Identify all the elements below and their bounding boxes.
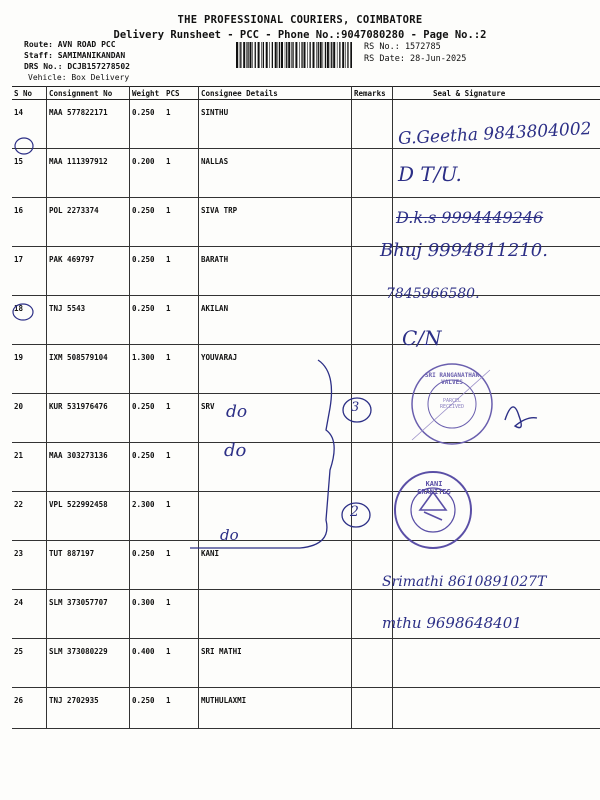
company-title: THE PROFESSIONAL COURIERS, COIMBATORE (177, 14, 423, 26)
cell-sno: 22 (12, 492, 47, 541)
staff-label: Staff: SAMIMANIKANDAN (24, 51, 126, 60)
bracket-count-top: 3 (351, 400, 360, 415)
cell-sno: 20 (12, 394, 47, 443)
cell-pcs: 1 (164, 394, 199, 443)
note-row19: C/N (402, 326, 442, 350)
note-row15: D T/U. (398, 162, 462, 186)
cell-consignment: SLM 373080229 (47, 639, 130, 688)
cell-consignment: MAA 111397912 (47, 149, 130, 198)
rs-number: RS No.: 1572785 (364, 42, 441, 52)
cell-consignment: VPL 522992458 (47, 492, 130, 541)
cell-pcs: 1 (164, 149, 199, 198)
signature-row19: 7845966580. (386, 286, 480, 302)
cell-consignment: TNJ 5543 (47, 296, 130, 345)
cell-sno: 15 (12, 149, 47, 198)
cell-pcs: 1 (164, 198, 199, 247)
cell-sno: 24 (12, 590, 47, 639)
ditto-mark-2: do (224, 440, 247, 461)
signature-row26: mthu 9698648401 (382, 614, 522, 632)
cell-consignee: SIVA TRP (199, 198, 352, 247)
cell-consignee: KANI (199, 541, 352, 590)
cell-weight: 0.250 (130, 394, 165, 443)
cell-consignee: YOUVARAJ (199, 345, 352, 394)
cell-consignment: KUR 531976476 (47, 394, 130, 443)
cell-weight: 0.400 (130, 639, 165, 688)
stamp1-label: SRI RANGANATHAR VALVES (424, 372, 480, 386)
cell-weight: 0.200 (130, 149, 165, 198)
cell-pcs: 1 (164, 492, 199, 541)
cell-pcs: 1 (164, 100, 199, 149)
cell-sno: 16 (12, 198, 47, 247)
cell-weight: 0.250 (130, 247, 165, 296)
cell-pcs: 1 (164, 688, 199, 729)
cell-sno: 25 (12, 639, 47, 688)
cell-sno: 17 (12, 247, 47, 296)
bracket-count-bottom: 2 (350, 504, 359, 520)
col-signature: Seal & Signature (393, 87, 600, 100)
col-consignee: Consignee Details (199, 87, 352, 100)
cell-weight: 0.250 (130, 198, 165, 247)
rs-date: RS Date: 28-Jun-2025 (364, 54, 467, 64)
circle-mark-15 (15, 138, 33, 154)
ditto-mark-1: do (226, 402, 248, 422)
cell-sno: 26 (12, 688, 47, 729)
cell-consignment: SLM 373057707 (47, 590, 130, 639)
col-sno: S No (12, 87, 47, 100)
bracket-line (190, 360, 334, 548)
vehicle-label: Vehicle: Box Delivery (28, 73, 130, 82)
cell-consignee: MUTHULAXMI (199, 688, 352, 729)
cell-weight: 0.250 (130, 541, 165, 590)
signature-row25: Srimathi 8610891027T (382, 574, 547, 590)
cell-pcs: 1 (164, 590, 199, 639)
cell-consignment: TUT 887197 (47, 541, 130, 590)
cell-consignee: SINTHU (199, 100, 352, 149)
cell-weight: 2.300 (130, 492, 165, 541)
cell-pcs: 1 (164, 639, 199, 688)
scribble-signature-21 (505, 407, 537, 428)
cell-pcs: 1 (164, 541, 199, 590)
cell-consignee: BARATH (199, 247, 352, 296)
cell-consignment: MAA 303273136 (47, 443, 130, 492)
col-weight: Weight (130, 87, 165, 100)
stamp2-label: KANI GRANITES (417, 480, 451, 496)
signature-row17: D.k.s 9994449246 (396, 208, 544, 227)
cell-consignment: MAA 577822171 (47, 100, 130, 149)
col-pcs: PCS (164, 87, 199, 100)
col-consignment: Consignment No (47, 87, 130, 100)
cell-consignment: PAK 469797 (47, 247, 130, 296)
cell-weight: 1.300 (130, 345, 165, 394)
cell-sno: 14 (12, 100, 47, 149)
cell-weight: 0.250 (130, 688, 165, 729)
runsheet-subtitle: Delivery Runsheet - PCC - Phone No.:9047080280 - Page No.:2 (113, 29, 487, 41)
cell-consignee: AKILAN (199, 296, 352, 345)
cell-consignment: POL 2273374 (47, 198, 130, 247)
cell-sno: 18 (12, 296, 47, 345)
cell-pcs: 1 (164, 296, 199, 345)
cell-pcs: 1 (164, 443, 199, 492)
cell-consignee: SRV (199, 394, 352, 443)
drs-label: DRS No.: DCJB157278502 (24, 62, 130, 71)
ditto-mark-3: do (220, 526, 239, 544)
signature-row18: Bhuj 9994811210. (380, 240, 548, 261)
cell-weight: 0.250 (130, 296, 165, 345)
cell-sno: 23 (12, 541, 47, 590)
col-remarks: Remarks (352, 87, 393, 100)
cell-sno: 21 (12, 443, 47, 492)
signature-row15: G.Geetha 9843804002 (397, 118, 592, 150)
cell-weight: 0.250 (130, 443, 165, 492)
circle-mark-19 (13, 304, 33, 320)
cell-consignment: TNJ 2702935 (47, 688, 130, 729)
cell-consignee: NALLAS (199, 149, 352, 198)
stamp1-center: PARCEL RECEIVED (439, 398, 465, 410)
cell-sno: 19 (12, 345, 47, 394)
cell-consignee: SRI MATHI (199, 639, 352, 688)
cell-consignment: IXM 508579104 (47, 345, 130, 394)
cell-weight: 0.300 (130, 590, 165, 639)
route-label: Route: AVN ROAD PCC (24, 40, 116, 49)
cell-pcs: 1 (164, 345, 199, 394)
cell-pcs: 1 (164, 247, 199, 296)
cell-weight: 0.250 (130, 100, 165, 149)
